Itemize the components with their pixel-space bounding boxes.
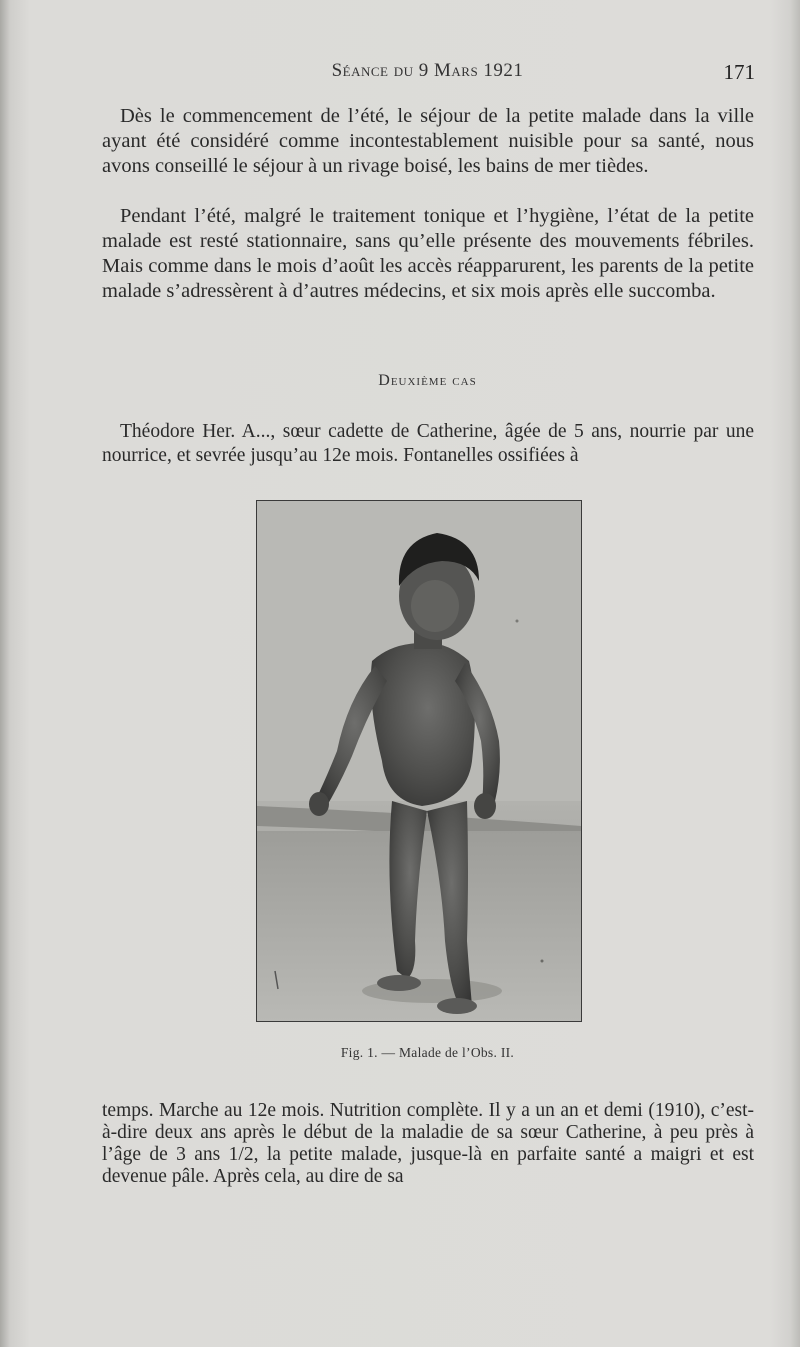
header-title: Séance du 9 Mars 1921: [331, 60, 524, 81]
paragraph-1: Dès le commencement de l’été, le séjour de la petite malade dans la ville ayant été considéré comme incontestablement nuisible pour sa santé, nous avons conseillé le séjour à un rivage boisé, les bains de mer tièdes.: [102, 105, 754, 177]
section-heading: Deuxième cas: [378, 372, 477, 389]
running-header: [100, 60, 755, 90]
figure-photograph: [256, 500, 582, 1022]
figure-caption: Fig. 1. — Malade de l’Obs. II.: [340, 1045, 515, 1060]
page-number: 171: [723, 60, 755, 84]
paragraph-2: Pendant l’été, malgré le traitement tonique et l’hygiène, l’état de la petite malade est resté stationnaire, sans qu’elle présente des mouvements fébriles. Mais comme dans le mois d’août les accès réapparurent, les parents de la petite malade s’adressèrent à d’autres médecins, et six mois après elle succomba.: [102, 205, 754, 302]
paragraph-4: temps. Marche au 12e mois. Nutrition complète. Il y a un an et demi (1910), c’est-à-dire deux ans après le début de la maladie de sa sœur Catherine, à peu près à l’âge de 3 ans 1/2, la petite malade, jusque-là en parfaite santé a maigri et est devenue pâle. Après cela, au dire de sa: [102, 1100, 754, 1187]
paragraph-3: Théodore Her. A..., sœur cadette de Catherine, âgée de 5 ans, nourrie par une nourrice, et sevrée jusqu’au 12e mois. Fontanelles ossifiées à: [102, 421, 754, 466]
child-photo-illustration: [257, 501, 581, 1021]
